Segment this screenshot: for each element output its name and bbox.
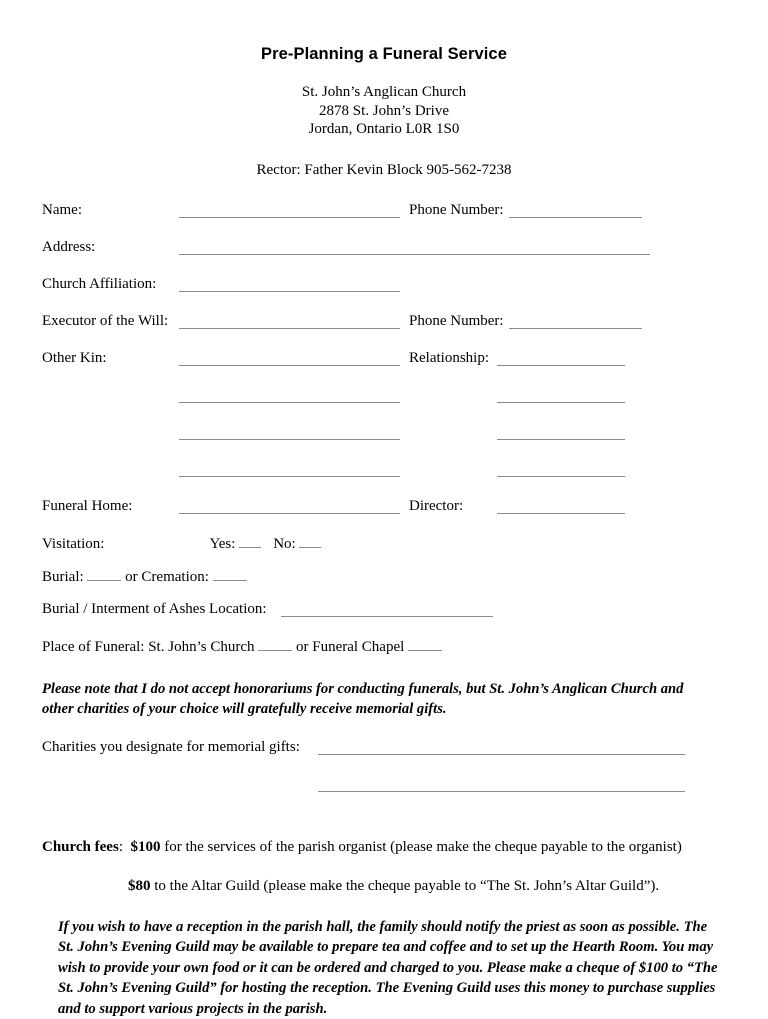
form-row-church-affiliation xyxy=(0,276,768,313)
form-row-other-kin xyxy=(0,350,768,387)
relationship-input-blank[interactable] xyxy=(497,350,625,366)
form-row-other-kin-extra-3 xyxy=(0,461,768,498)
church-fees-heading: Church fees xyxy=(42,839,119,855)
organist-fee-amount: $100 xyxy=(130,839,160,855)
phone-number-input-blank[interactable] xyxy=(509,202,642,218)
address-label: Address: xyxy=(42,239,95,256)
cremation-blank[interactable] xyxy=(213,568,247,581)
church-city-postal: Jordan, Ontario L0R 1S0 xyxy=(0,120,768,139)
other-kin-extra-blank-3[interactable] xyxy=(179,461,400,477)
form-row-funeral-home xyxy=(0,498,768,535)
visitation-no-label: No: xyxy=(273,536,296,552)
honorarium-note: Please note that I do not accept honorariums for conducting funerals, but St. John’s Anglican Church and other charities of your choice will gratefully receive memorial gifts. xyxy=(0,679,768,720)
form-row-visitation xyxy=(0,535,768,568)
form-row-name xyxy=(0,202,768,239)
church-fees-heading-colon: : xyxy=(119,839,123,855)
form-section xyxy=(0,202,768,671)
church-name: St. John’s Anglican Church xyxy=(0,83,768,102)
form-row-place-of-funeral xyxy=(0,638,768,671)
or-cremation-label: or Cremation: xyxy=(125,569,209,585)
other-kin-extra-blank-1[interactable] xyxy=(179,387,400,403)
altar-guild-fee-text: to the Altar Guild (please make the cheque payable to “The St. John’s Altar Guild”). xyxy=(154,878,659,894)
visitation-no-blank[interactable] xyxy=(299,535,321,548)
interment-location-label: Burial / Interment of Ashes Location: xyxy=(42,601,267,618)
form-row-executor xyxy=(0,313,768,350)
burial-blank[interactable] xyxy=(87,568,121,581)
church-address-block xyxy=(0,83,768,139)
place-of-funeral-label: Place of Funeral: St. John’s Church xyxy=(42,639,254,655)
form-row-other-kin-extra-2 xyxy=(0,424,768,461)
form-row-interment-location xyxy=(0,601,768,638)
church-fees-line-organist xyxy=(0,839,768,856)
or-funeral-chapel-label: or Funeral Chapel xyxy=(296,639,404,655)
rector-contact-line: Rector: Father Kevin Block 905-562-7238 xyxy=(0,162,768,179)
charities-label: Charities you designate for memorial gifts: xyxy=(42,739,300,756)
executor-label: Executor of the Will: xyxy=(42,313,168,330)
form-row-address xyxy=(0,239,768,276)
phone-number-label: Phone Number: xyxy=(409,202,504,219)
other-kin-extra-blank-2[interactable] xyxy=(179,424,400,440)
burial-label: Burial: xyxy=(42,569,84,585)
relationship-label: Relationship: xyxy=(409,350,489,367)
address-input-blank[interactable] xyxy=(179,239,650,255)
charities-input-blank-2[interactable] xyxy=(318,776,685,792)
director-label: Director: xyxy=(409,498,463,515)
relationship-extra-blank-2[interactable] xyxy=(497,424,625,440)
form-row-charities xyxy=(0,739,768,776)
name-label: Name: xyxy=(42,202,82,219)
other-kin-label: Other Kin: xyxy=(42,350,107,367)
funeral-home-input-blank[interactable] xyxy=(179,498,400,514)
church-street: 2878 St. John’s Drive xyxy=(0,102,768,121)
church-fees-line-altar-guild xyxy=(0,878,768,895)
relationship-extra-blank-1[interactable] xyxy=(497,387,625,403)
page-title: Pre-Planning a Funeral Service xyxy=(0,0,768,64)
reception-note: If you wish to have a reception in the parish hall, the family should notify the priest as soon as possible. The St. John’s Evening Guild may be available to prepare tea and coffee and to set up the Hearth Room. You may wish to provide your own food or it can be ordered and charged to you. Please make a cheque of $100 to “The St. John’s Evening Guild” for hosting the reception. The Evening Guild uses this money to purchase supplies and to support various projects in the parish. xyxy=(0,917,768,1019)
organist-fee-text: for the services of the parish organist (please make the cheque payable to the organist) xyxy=(164,839,682,855)
executor-input-blank[interactable] xyxy=(179,313,400,329)
form-row-other-kin-extra-1 xyxy=(0,387,768,424)
form-row-charities-extra xyxy=(0,776,768,813)
form-row-burial-cremation xyxy=(0,568,768,601)
interment-location-input-blank[interactable] xyxy=(281,601,493,617)
executor-phone-input-blank[interactable] xyxy=(509,313,642,329)
charities-input-blank-1[interactable] xyxy=(318,739,685,755)
visitation-yes-label: Yes: xyxy=(209,536,235,552)
place-of-funeral-church-blank[interactable] xyxy=(258,638,292,651)
visitation-yes-blank[interactable] xyxy=(239,535,261,548)
other-kin-input-blank[interactable] xyxy=(179,350,400,366)
executor-phone-label: Phone Number: xyxy=(409,313,504,330)
church-affiliation-input-blank[interactable] xyxy=(179,276,400,292)
name-input-blank[interactable] xyxy=(179,202,400,218)
church-affiliation-label: Church Affiliation: xyxy=(42,276,156,293)
altar-guild-fee-amount: $80 xyxy=(128,878,151,894)
visitation-label: Visitation: xyxy=(42,536,104,552)
place-of-funeral-chapel-blank[interactable] xyxy=(408,638,442,651)
relationship-extra-blank-3[interactable] xyxy=(497,461,625,477)
funeral-home-label: Funeral Home: xyxy=(42,498,132,515)
director-input-blank[interactable] xyxy=(497,498,625,514)
